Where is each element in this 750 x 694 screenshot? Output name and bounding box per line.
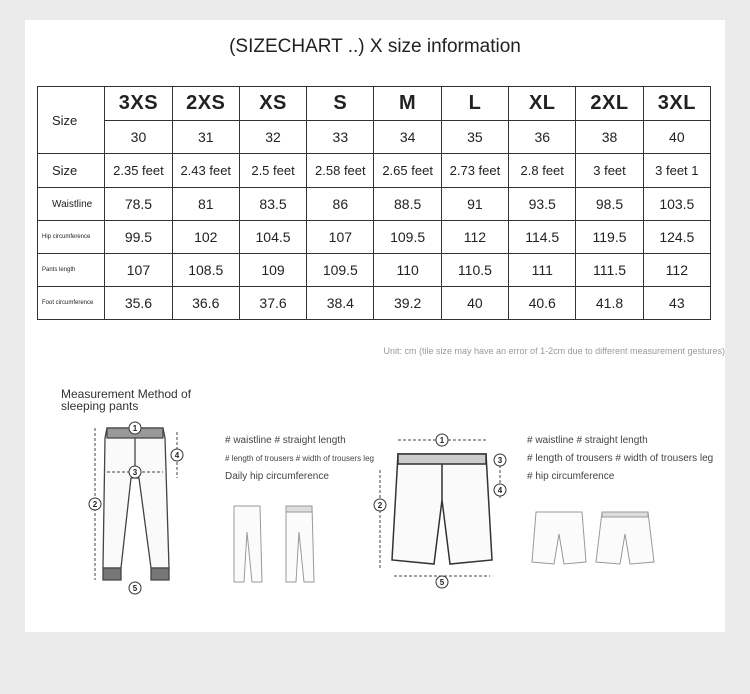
size-chart-card [25,20,725,632]
legend-line: # length of trousers # width of trousers leg [225,454,374,463]
shorts-thumbnails [530,508,660,568]
unit-note: Unit: cm (tile size may have an error of 1-2cm due to different measurement gestures) [383,346,725,356]
size-number: 38 [576,121,643,154]
marker-4: 4 [174,451,180,460]
shorts-diagram [370,430,510,590]
size-header: L [441,87,508,121]
feet-label: Size [38,154,105,188]
feet-cell: 2.73 feet [441,154,508,188]
legend-line: # length of trousers # width of trousers leg [527,453,714,464]
size-number: 30 [105,121,172,154]
table-cell: 38.4 [307,287,374,320]
size-number: 35 [441,121,508,154]
size-feet-row [38,154,711,188]
table-cell: 111 [509,254,576,287]
legend-line: # hip circumference [527,471,615,482]
size-header-row [38,87,711,121]
size-header: 3XL [643,87,710,121]
marker-2: 2 [92,500,98,509]
table-cell: 112 [441,221,508,254]
size-number: 40 [643,121,710,154]
marker-1: 1 [132,424,138,433]
table-cell: 110 [374,254,441,287]
row-label: Pants length [38,254,105,287]
shorts-marker-5: 5 [439,578,445,587]
size-header: M [374,87,441,121]
size-number: 31 [172,121,239,154]
size-header: S [307,87,374,121]
table-cell: 102 [172,221,239,254]
legend-line: # waistline # straight length [527,435,648,446]
table-cell: 98.5 [576,188,643,221]
table-cell: 40 [441,287,508,320]
hip-row [38,221,711,254]
size-header: 3XS [105,87,172,121]
feet-cell: 3 feet [576,154,643,188]
size-number: 33 [307,121,374,154]
size-header: 2XL [576,87,643,121]
pants-length-row [38,254,711,287]
table-cell: 99.5 [105,221,172,254]
table-cell: 104.5 [239,221,306,254]
feet-cell: 3 feet 1 [643,154,710,188]
size-label: Size [38,87,105,154]
table-cell: 88.5 [374,188,441,221]
method-title: Measurement Method of sleeping pants [61,387,192,413]
waistline-row [38,188,711,221]
shorts-marker-1: 1 [439,436,445,445]
table-cell: 36.6 [172,287,239,320]
foot-row [38,287,711,320]
shorts-marker-4: 4 [497,486,503,495]
table-cell: 111.5 [576,254,643,287]
feet-cell: 2.8 feet [509,154,576,188]
feet-cell: 2.35 feet [105,154,172,188]
table-cell: 124.5 [643,221,710,254]
feet-cell: 2.43 feet [172,154,239,188]
table-cell: 119.5 [576,221,643,254]
table-cell: 112 [643,254,710,287]
feet-cell: 2.5 feet [239,154,306,188]
table-cell: 41.8 [576,287,643,320]
table-cell: 108.5 [172,254,239,287]
table-cell: 103.5 [643,188,710,221]
table-cell: 110.5 [441,254,508,287]
pants-thumbnails [230,502,330,587]
table-cell: 107 [307,221,374,254]
row-label: Waistline [38,188,105,221]
marker-3: 3 [132,468,138,477]
shorts-marker-2: 2 [377,501,383,510]
table-cell: 83.5 [239,188,306,221]
table-cell: 114.5 [509,221,576,254]
row-label: Hip circumference [38,221,105,254]
legend-line: # waistline # straight length [225,435,346,446]
size-number-row [38,121,711,154]
pants-legend [225,432,374,486]
table-cell: 81 [172,188,239,221]
size-number: 36 [509,121,576,154]
table-cell: 91 [441,188,508,221]
shorts-legend [527,432,713,486]
pants-diagram [77,418,197,598]
table-cell: 93.5 [509,188,576,221]
size-header: 2XS [172,87,239,121]
table-cell: 107 [105,254,172,287]
legend-line: Daily hip circumference [225,471,329,482]
table-cell: 109.5 [374,221,441,254]
size-number: 34 [374,121,441,154]
table-cell: 109 [239,254,306,287]
table-cell: 40.6 [509,287,576,320]
size-header: XL [509,87,576,121]
table-cell: 86 [307,188,374,221]
table-cell: 78.5 [105,188,172,221]
table-cell: 39.2 [374,287,441,320]
table-cell: 37.6 [239,287,306,320]
page-title: (SIZECHART ..) X size information [229,36,521,57]
size-number: 32 [239,121,306,154]
size-table [37,86,711,320]
table-cell: 109.5 [307,254,374,287]
row-label: Foot circumference [38,287,105,320]
feet-cell: 2.58 feet [307,154,374,188]
table-cell: 35.6 [105,287,172,320]
shorts-marker-3: 3 [497,456,503,465]
marker-5: 5 [132,584,138,593]
table-cell: 43 [643,287,710,320]
feet-cell: 2.65 feet [374,154,441,188]
size-header: XS [239,87,306,121]
